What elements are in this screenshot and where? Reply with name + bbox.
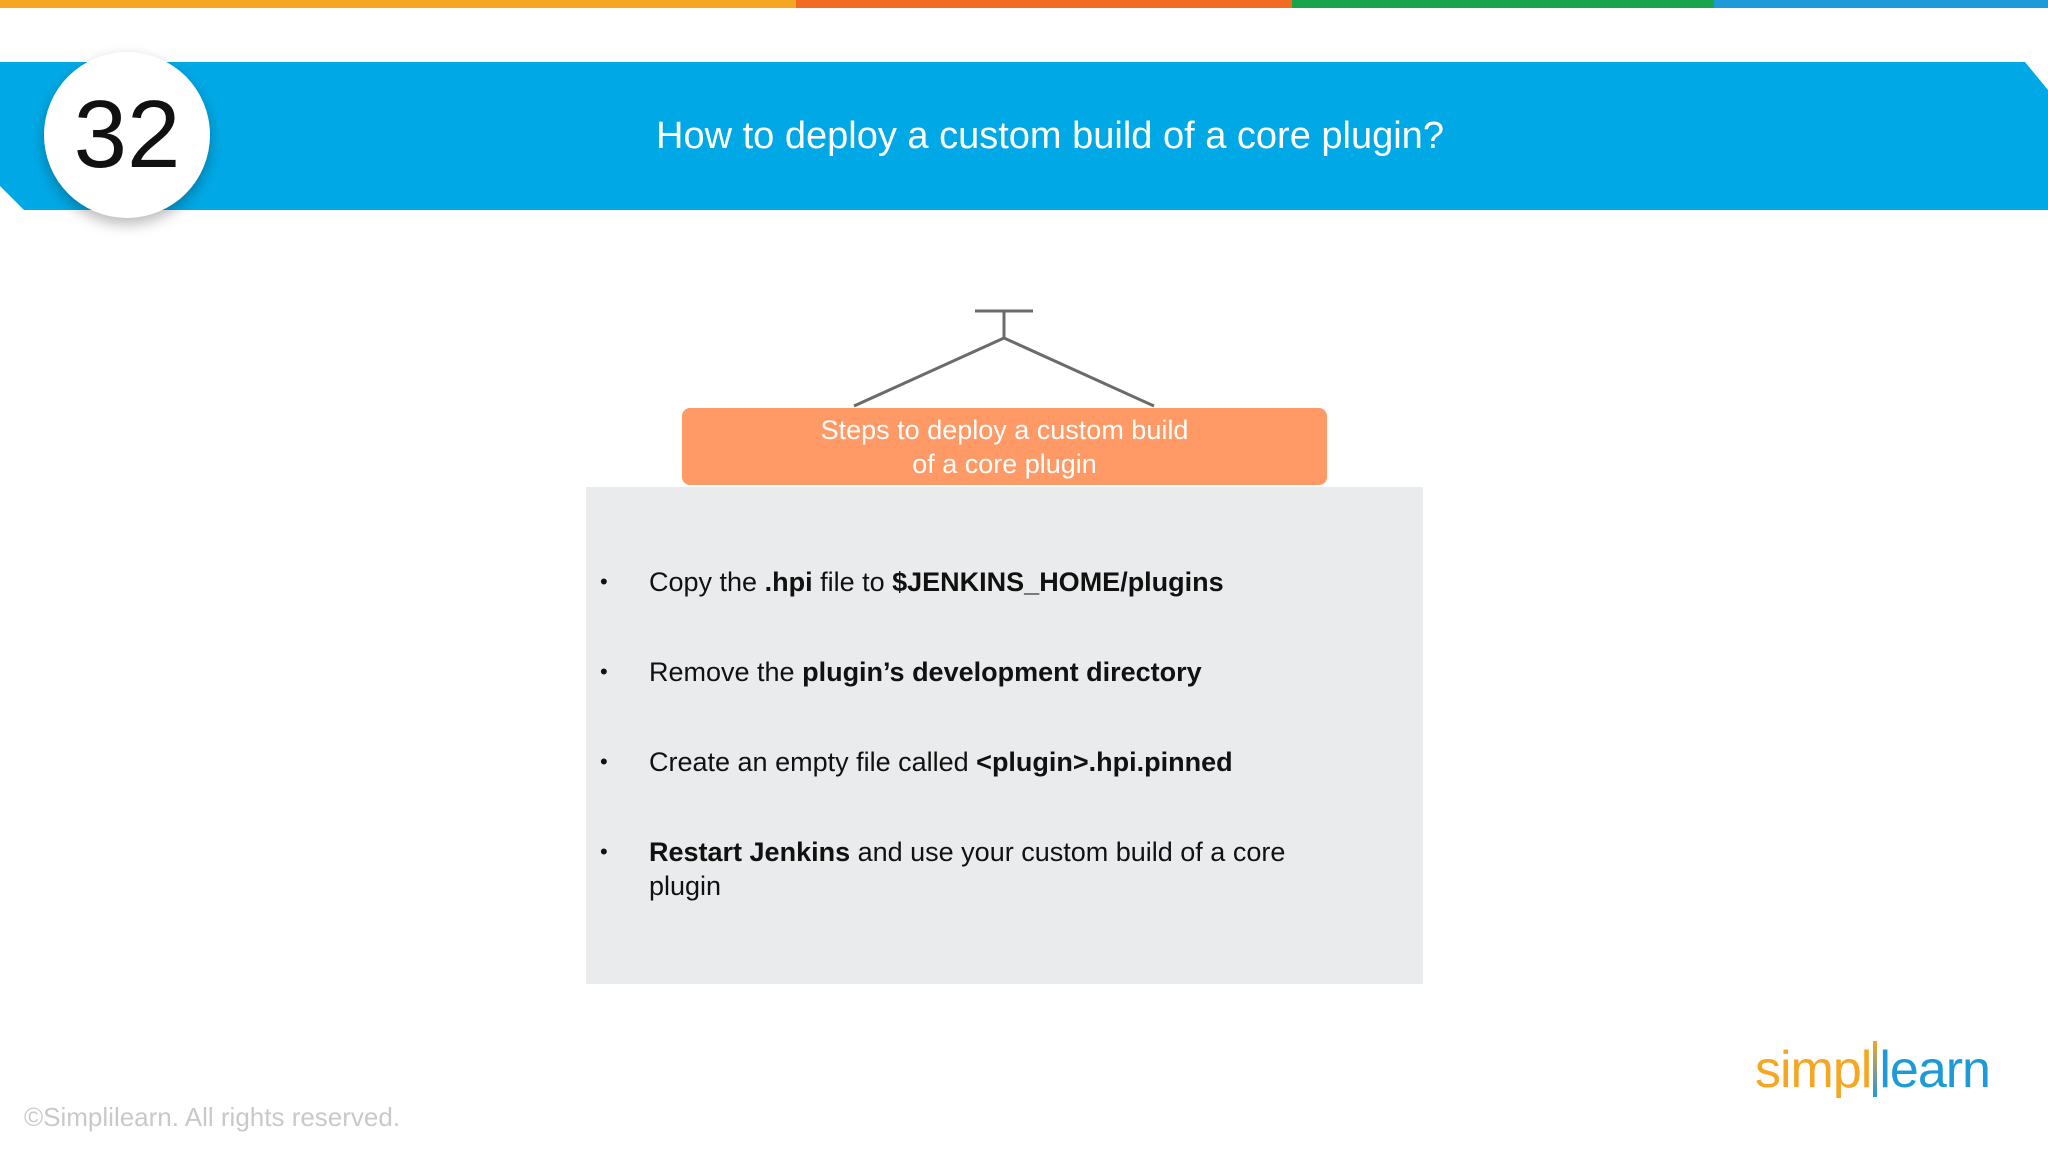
text-run-bold: .hpi [764,567,813,597]
bullet-icon: • [600,569,608,594]
text-run-bold: $JENKINS_HOME/plugins [892,567,1224,597]
bullet-icon: • [600,839,608,864]
logo-divider [1873,1041,1877,1097]
text-run-bold: <plugin>.hpi.pinned [976,747,1233,777]
steps-heading-line-1: Steps to deploy a custom build [820,414,1189,445]
simplilearn-logo [1755,1040,1990,1100]
list-item-text [649,835,1329,903]
top-color-strip [0,0,2048,8]
connector-diagram [840,300,1170,410]
bullet-icon: • [600,659,608,684]
strip-segment-blue [1714,0,2048,8]
slide-title: How to deploy a custom build of a core plugin? [656,115,1444,157]
connector-right-arm [1004,338,1154,406]
text-run: Remove the [649,657,803,687]
list-item-text [649,565,1329,599]
strip-segment-orange [0,0,796,8]
connector-left-arm [854,338,1004,406]
strip-segment-green [1292,0,1714,8]
logo-text-a: simpl [1755,1041,1872,1099]
list-item-text [649,655,1329,689]
text-run: Copy the [649,567,765,597]
text-run: Create an empty file called [649,747,977,777]
list-item-text [649,745,1329,779]
logo-text-b: learn [1879,1041,1990,1099]
text-run-bold: Restart Jenkins [649,837,851,867]
text-run-bold: plugin’s development directory [802,657,1202,687]
copyright-notice: ©Simplilearn. All rights reserved. [24,1102,401,1132]
steps-heading-box [682,408,1327,485]
steps-heading-line-2: of a core plugin [912,448,1097,479]
strip-segment-red-orange [796,0,1292,8]
steps-list-panel [586,487,1423,984]
text-run: file to [812,567,893,597]
text-run: and use your custom build of a core plugin [649,837,1286,901]
bullet-icon: • [600,749,608,774]
slide-number-badge: 32 [44,52,210,218]
